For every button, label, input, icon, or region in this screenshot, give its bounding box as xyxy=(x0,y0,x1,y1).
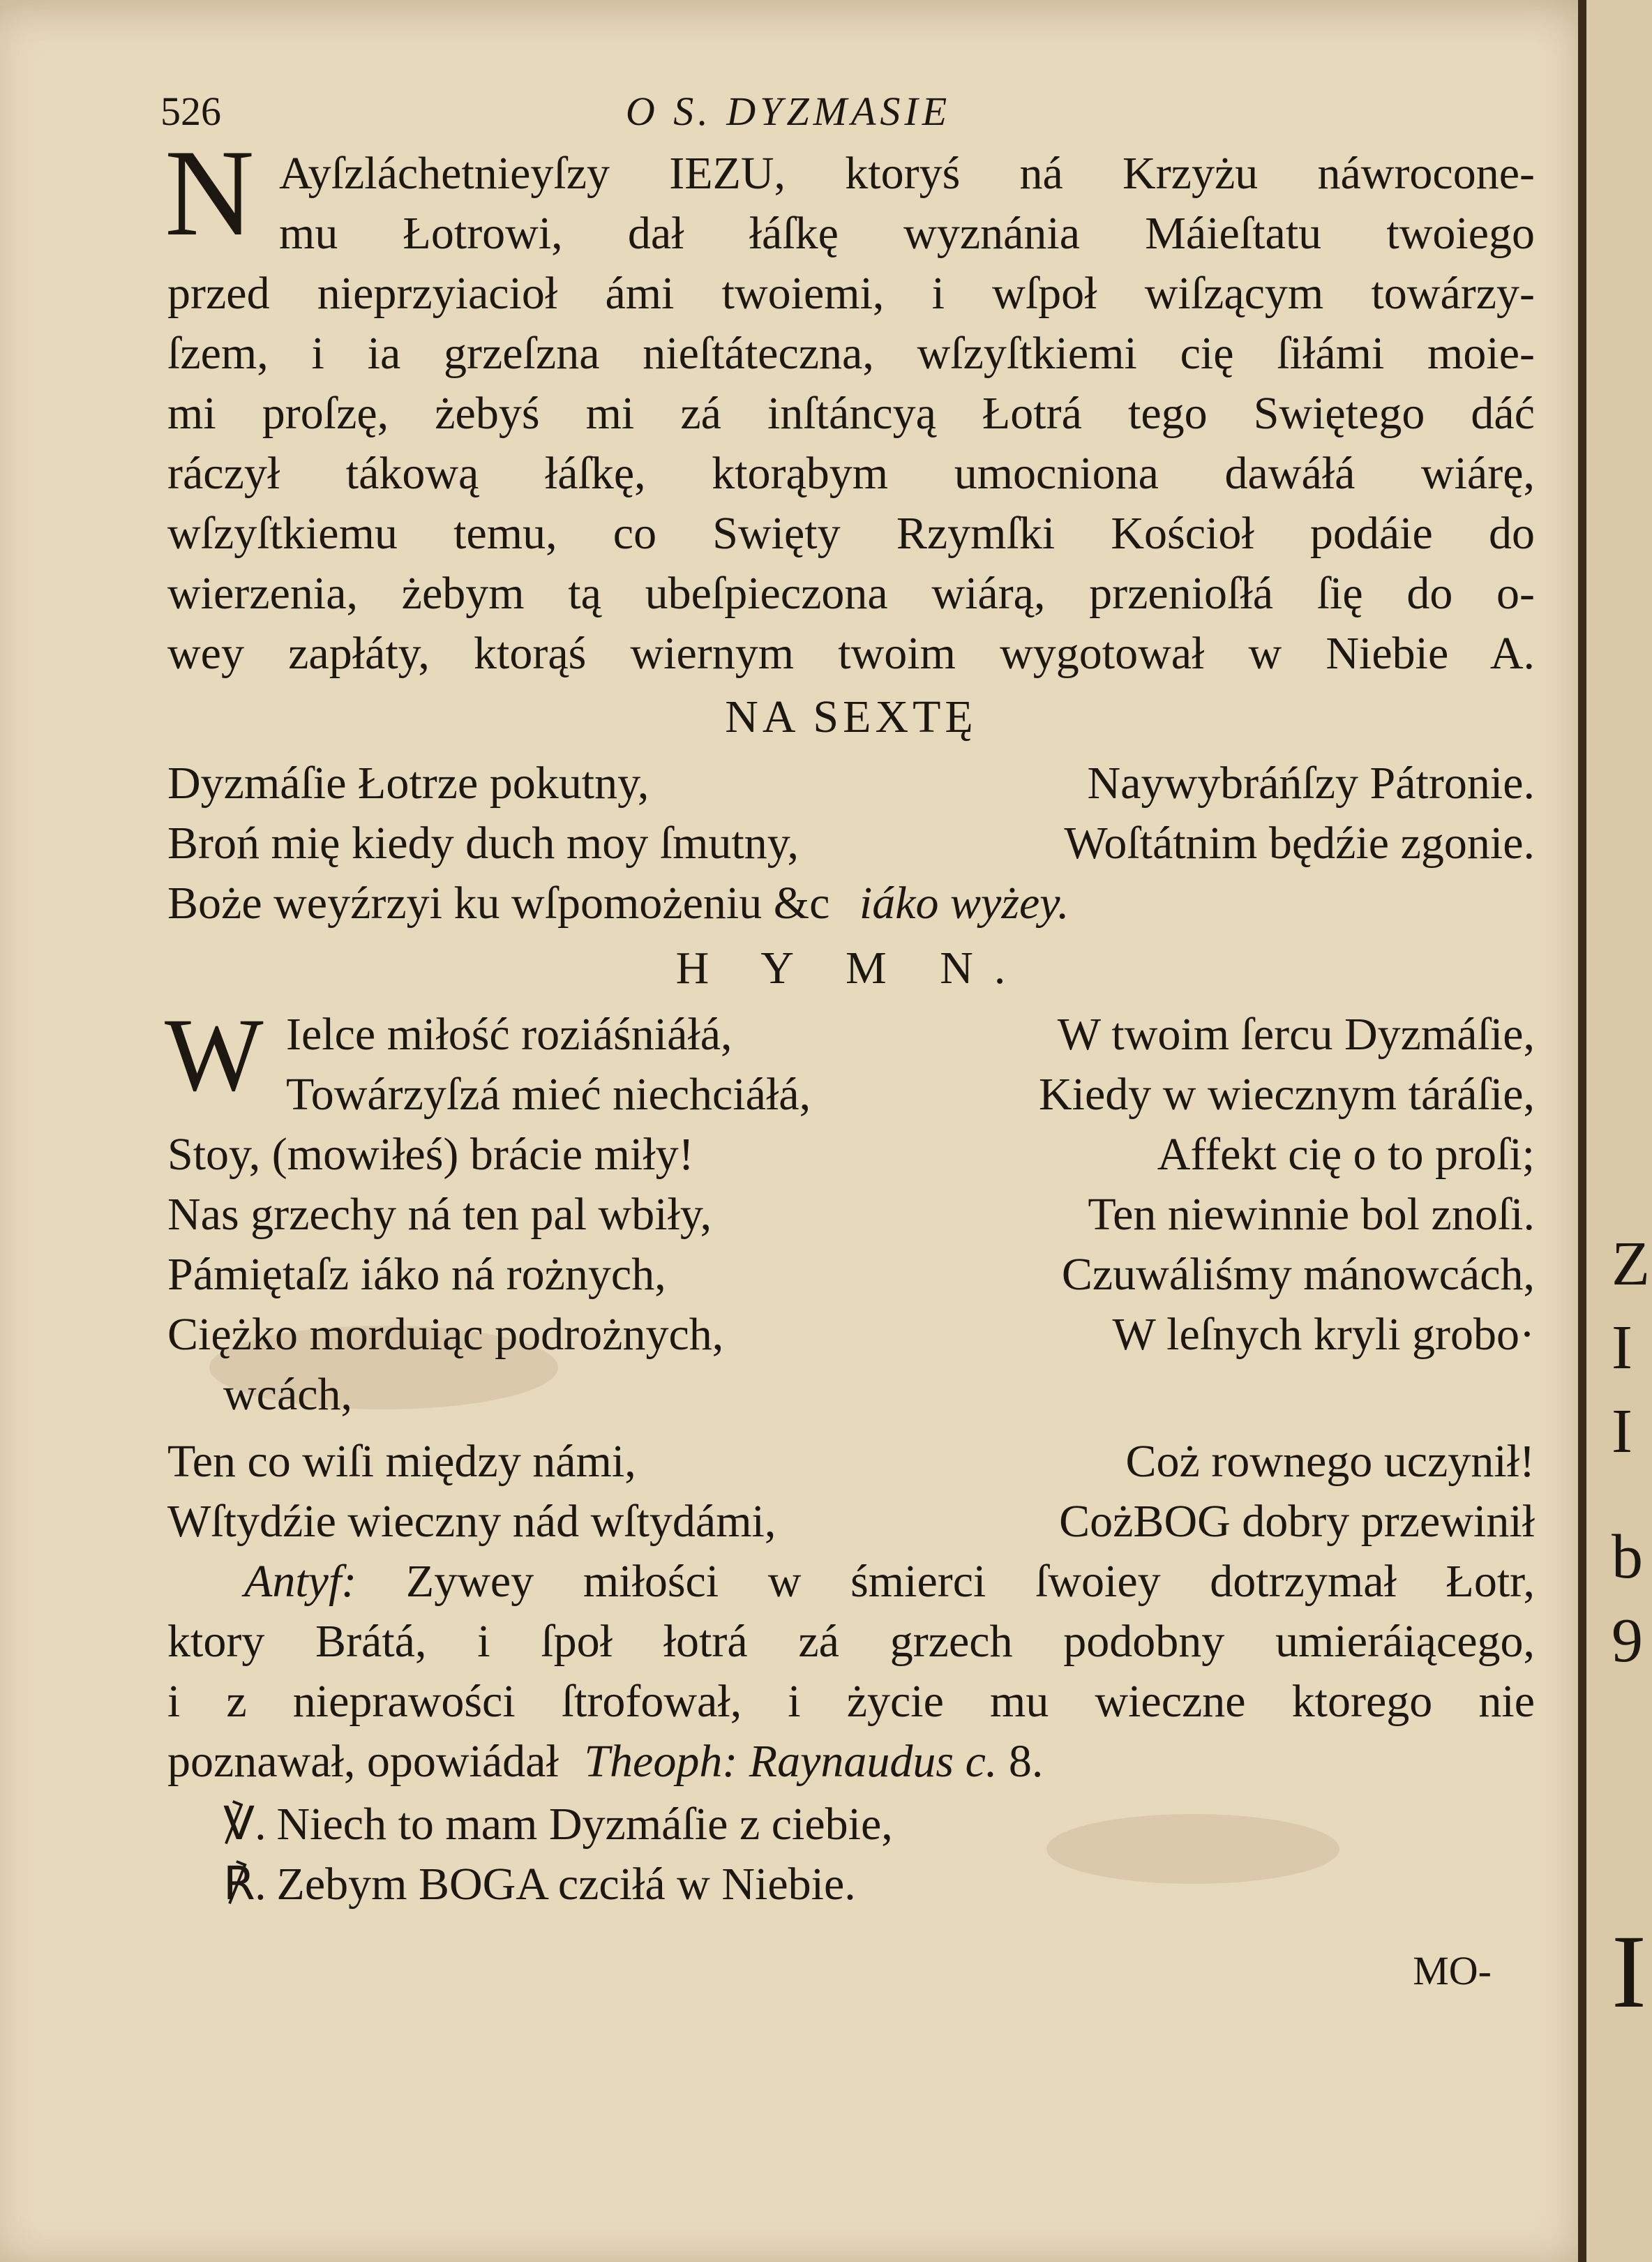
prayer-line: przed nieprzyiacioł ámi twoiemi, i wſpoł wiſzącym towárzy- xyxy=(167,268,1535,319)
sext-versicle xyxy=(167,874,1535,934)
facing-page-letter: I xyxy=(1612,1313,1632,1382)
versicle-text: Niech to mam Dyzmáſie z ciebie, xyxy=(276,1799,893,1850)
verse-left: Dyzmáſie Łotrze pokutny, xyxy=(167,758,649,809)
verse-right: Czuwáliśmy mánowcách, xyxy=(1061,1249,1535,1300)
verse-right: W leſnych kryli grobo· xyxy=(1112,1309,1535,1360)
prayer-line: wſzyſtkiemu temu, co Swięty Rzymſki Kościoł podáie do xyxy=(167,508,1535,559)
facing-page-letter: I xyxy=(1612,1397,1632,1466)
hymn-verse-row xyxy=(167,1432,1535,1492)
prayer-line: mu Łotrowi, dał łáſkę wyznánia Máieſtatu twoiego xyxy=(279,208,1535,259)
sext-verse-row xyxy=(167,814,1535,874)
catchword: MO- xyxy=(1413,1948,1492,1993)
hymn-verse-row xyxy=(286,1065,1535,1125)
verse-right: Affekt cię o to proſi; xyxy=(1157,1129,1535,1180)
hymn-verse-row xyxy=(286,1005,1535,1065)
verse-right: CożBOG dobry przewinił xyxy=(1059,1496,1535,1547)
antiphon-text: poznawał, opowiádał xyxy=(167,1736,559,1787)
facing-page-letter: Z xyxy=(1612,1229,1650,1298)
facing-page-letter: I xyxy=(1612,1914,1646,2030)
facing-page-letter: b xyxy=(1612,1522,1643,1591)
versicle-italic: iáko wyżey. xyxy=(859,878,1069,929)
verse-right: Coż rownego uczynił! xyxy=(1125,1436,1535,1487)
running-title: O S. DYZMASIE xyxy=(625,89,952,134)
verse-right: Woſtátnim będźie zgonie. xyxy=(1064,818,1535,869)
hymn-verse-row xyxy=(167,1305,1535,1365)
hymn-heading: H Y M N. xyxy=(675,943,1027,994)
antiphon-line: i z nieprawości ſtrofował, i życie mu wieczne ktorego nie xyxy=(167,1676,1535,1727)
antiphon-label: Antyf: xyxy=(244,1556,357,1607)
sext-verse-row xyxy=(167,754,1535,814)
prayer-line: ſzem, i ia grzeſzna nieſtáteczna, wſzyſtkiemi cię ſiłámi moie- xyxy=(167,328,1535,379)
hymn-verse-row xyxy=(167,1185,1535,1245)
hymn-verse-row xyxy=(223,1365,1535,1425)
verse-right: Naywybráńſzy Pátronie. xyxy=(1087,758,1535,809)
sext-heading: NA SEXTĘ xyxy=(725,691,977,742)
versicle-text: Boże weyźrzyi ku wſpomożeniu &c xyxy=(167,878,830,929)
verse-left: Broń mię kiedy duch moy ſmutny, xyxy=(167,818,799,869)
prayer-line: Ayſzláchetnieyſzy IEZU, ktoryś ná Krzyżu náwrocone- xyxy=(279,148,1535,199)
prayer-line: ráczył tákową łáſkę, ktorąbym umocniona dawáłá wiárę, xyxy=(167,448,1535,499)
antiphon-source-line xyxy=(167,1732,1535,1792)
verse-left: Stoy, (mowiłeś) brácie miły! xyxy=(167,1129,694,1180)
verse-left: Wſtydźie wieczny nád wſtydámi, xyxy=(167,1496,776,1547)
prayer-line: mi proſzę, żebyś mi zá inſtáncyą Łotrá tego Swiętego dáć xyxy=(167,388,1535,439)
hymn-verse-row xyxy=(167,1492,1535,1552)
verse-left: Towárzyſzá mieć niechciáłá, xyxy=(286,1069,811,1120)
source-number: 8. xyxy=(1008,1736,1044,1787)
facing-page-edge xyxy=(1586,0,1652,2262)
response-line xyxy=(223,1855,1535,1915)
response-symbol: ℟. xyxy=(223,1859,266,1910)
prayer-line: wierzenia, żebym tą ubeſpieczona wiárą, przenioſłá ſię do o- xyxy=(167,568,1535,619)
hymn-verse-row xyxy=(167,1245,1535,1305)
prayer-drop-cap: N xyxy=(165,123,255,262)
verse-left: Pámiętaſz iáko ná rożnych, xyxy=(167,1249,666,1300)
page-number: 526 xyxy=(160,89,221,134)
hymn-verse-row xyxy=(167,1125,1535,1185)
prayer-line: wey zapłáty, ktorąś wiernym twoim wygotował w Niebie A. xyxy=(167,628,1535,679)
verse-left: Ciężko morduiąc podrożnych, xyxy=(167,1309,724,1360)
antiphon-line xyxy=(244,1552,1535,1612)
verse-left: Ten co wiſi między námi, xyxy=(167,1436,636,1487)
response-text: Zebym BOGA czciłá w Niebie. xyxy=(276,1859,856,1910)
source-citation: Theoph: Raynaudus c. xyxy=(584,1736,998,1787)
hymn-drop-cap: W xyxy=(165,997,264,1113)
versicle-symbol: ℣. xyxy=(223,1799,266,1850)
verse-right: W twoim ſercu Dyzmáſie, xyxy=(1057,1009,1535,1060)
verse-left: Nas grzechy ná ten pal wbiły, xyxy=(167,1189,712,1240)
verse-left: wcách, xyxy=(223,1369,353,1420)
verse-right: Ten niewinnie bol znoſi. xyxy=(1088,1189,1535,1240)
facing-page-letter: 9 xyxy=(1612,1606,1643,1675)
antiphon-text: Zywey miłości w śmierci ſwoiey dotrzymał Łotr, xyxy=(405,1556,1535,1607)
verse-left: Ielce miłość roziáśniáłá, xyxy=(286,1009,733,1060)
versicle-line xyxy=(223,1795,1535,1855)
binding-gutter xyxy=(1578,0,1586,2262)
antiphon-line: ktory Brátá, i ſpoł łotrá zá grzech podobny umieráiącego, xyxy=(167,1616,1535,1667)
verse-right: Kiedy w wiecznym táráſie, xyxy=(1038,1069,1535,1120)
